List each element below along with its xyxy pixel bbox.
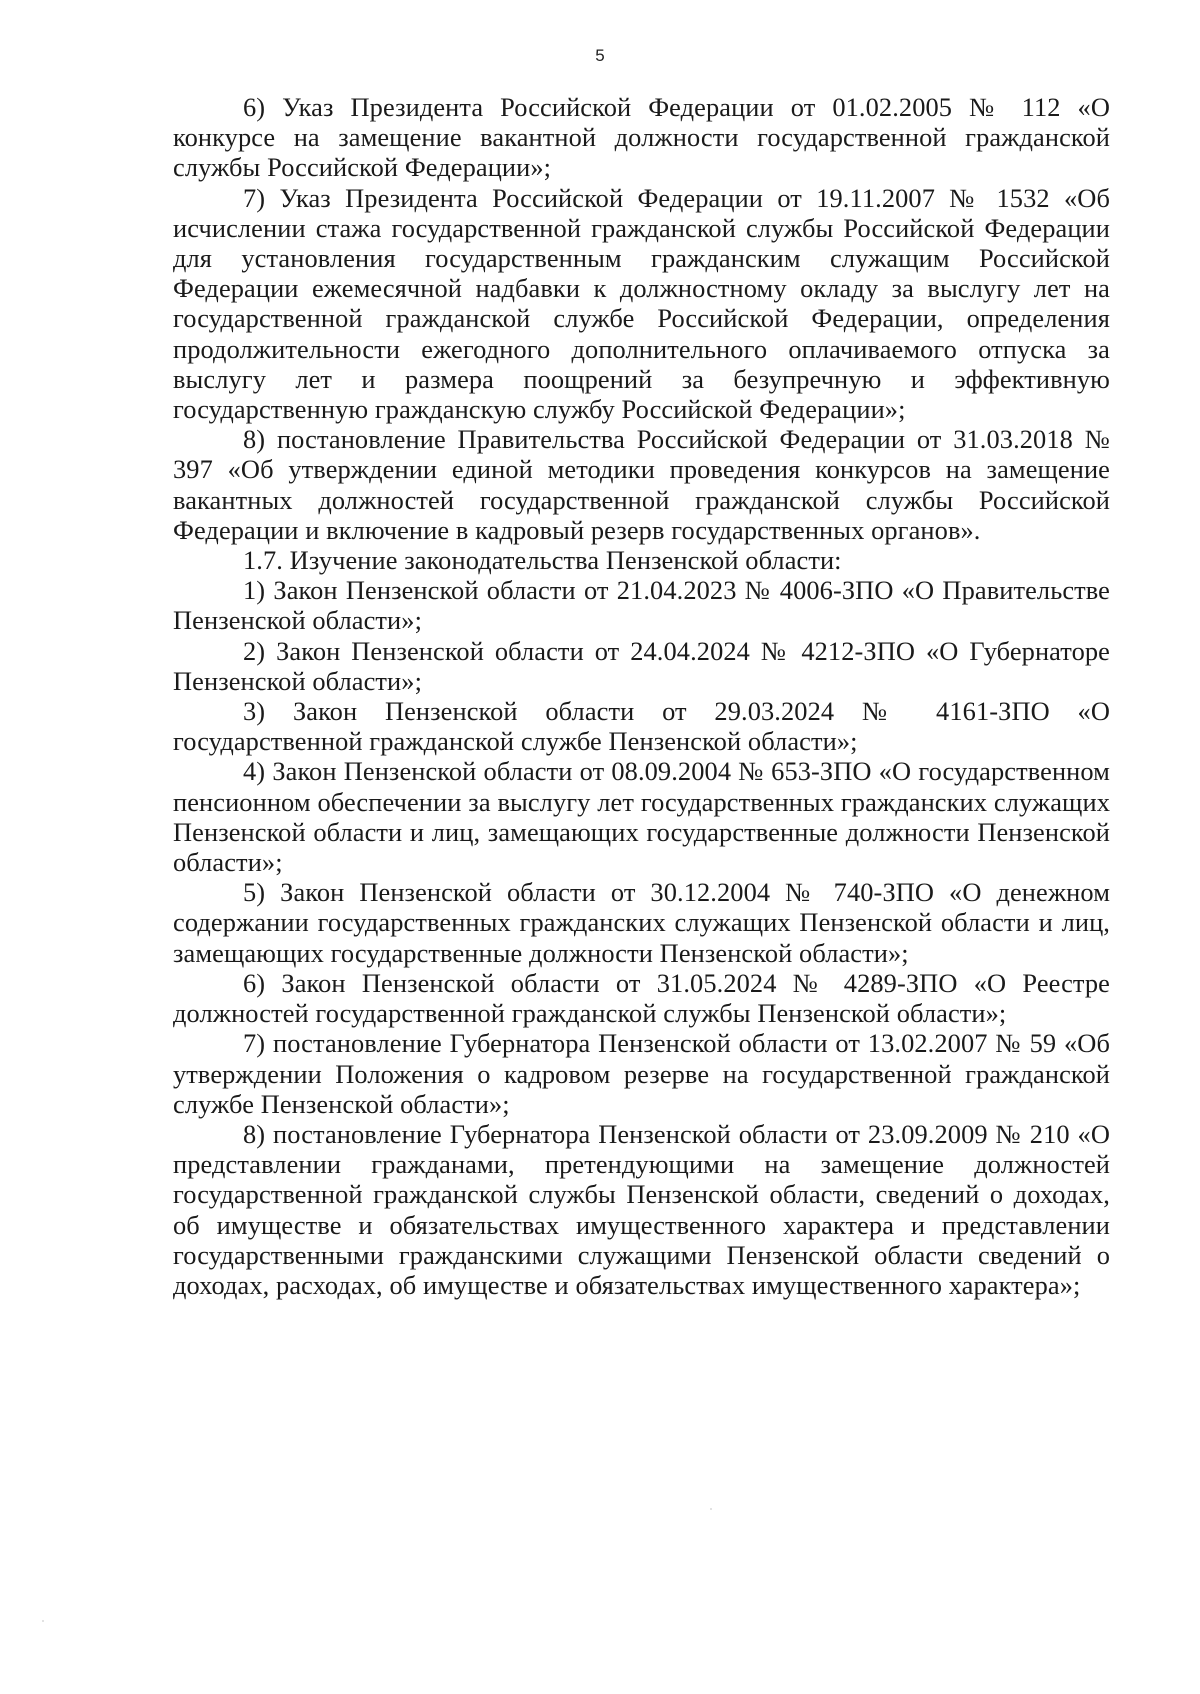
paragraph-law-653: 4) Закон Пензенской области от 08.09.2004 № 653-ЗПО «О государственном пенсионном обеспечении за выслугу лет государственных гражданских служащих Пензенской области и лиц, замещающих государственные должности Пензенской области»;	[173, 756, 1110, 878]
paragraph-governor-resolution-210: 8) постановление Губернатора Пензенской области от 23.09.2009 № 210 «О представлении гражданами, претендующими на замещение должностей государственной гражданской службы Пензенской области, сведений о доходах, об имуществе и обязательствах имущественного характера и представлении государственными гражданскими служащими Пензенской области сведений о доходах, расходах, об имуществе и обязательствах имущественного характера»;	[173, 1118, 1110, 1300]
page-number: 5	[595, 46, 605, 65]
scan-artifact	[710, 1508, 712, 1510]
paragraph-law-4161: 3) Закон Пензенской области от 29.03.2024 № 4161-ЗПО «О государственной гражданской службе Пензенской области»;	[173, 696, 1110, 757]
paragraph-law-4006: 1) Закон Пензенской области от 21.04.2023 № 4006-ЗПО «О Правительстве Пензенской области»;	[173, 575, 1110, 636]
paragraph-decree-1532: 7) Указ Президента Российской Федерации от 19.11.2007 № 1532 «Об исчислении стажа государственной гражданской службы Российской Федерации для установления государственным гражданским служащим Российской Федерации ежемесячной надбавки к должностному окладу за выслугу лет на государственной гражданской службе Российской Федерации, определения продолжительности ежегодного дополнительного оплачиваемого отпуска за выслугу лет и размера поощрений за безупречную и эффективную государственную гражданскую службу Российской Федерации»;	[173, 182, 1110, 425]
scan-artifact	[42, 1620, 44, 1622]
paragraph-law-4212: 2) Закон Пензенской области от 24.04.2024 № 4212-ЗПО «О Губернаторе Пензенской области»;	[173, 635, 1110, 696]
section-heading-1-7: 1.7. Изучение законодательства Пензенской области:	[243, 545, 842, 576]
paragraph-law-740: 5) Закон Пензенской области от 30.12.2004 № 740-ЗПО «О денежном содержании государственных гражданских служащих Пензенской области и лиц, замещающих государственные должности Пензенской области»;	[173, 877, 1110, 968]
paragraph-resolution-397: 8) постановление Правительства Российской Федерации от 31.03.2018 № 397 «Об утверждении единой методики проведения конкурсов на замещение вакантных должностей государственной гражданской службы Российской Федерации и включение в кадровый резерв государственных органов».	[173, 424, 1110, 545]
paragraph-law-4289: 6) Закон Пензенской области от 31.05.2024 № 4289-ЗПО «О Реестре должностей государственной гражданской службы Пензенской области»;	[173, 967, 1110, 1029]
document-body	[173, 92, 1110, 1300]
paragraph-decree-112: 6) Указ Президента Российской Федерации от 01.02.2005 № 112 «О конкурсе на замещение вакантной должности государственной гражданской службы Российской Федерации»;	[173, 92, 1110, 183]
paragraph-governor-resolution-59: 7) постановление Губернатора Пензенской области от 13.02.2007 № 59 «Об утверждении Положения о кадровом резерве на государственной гражданской службе Пензенской области»;	[173, 1028, 1110, 1119]
